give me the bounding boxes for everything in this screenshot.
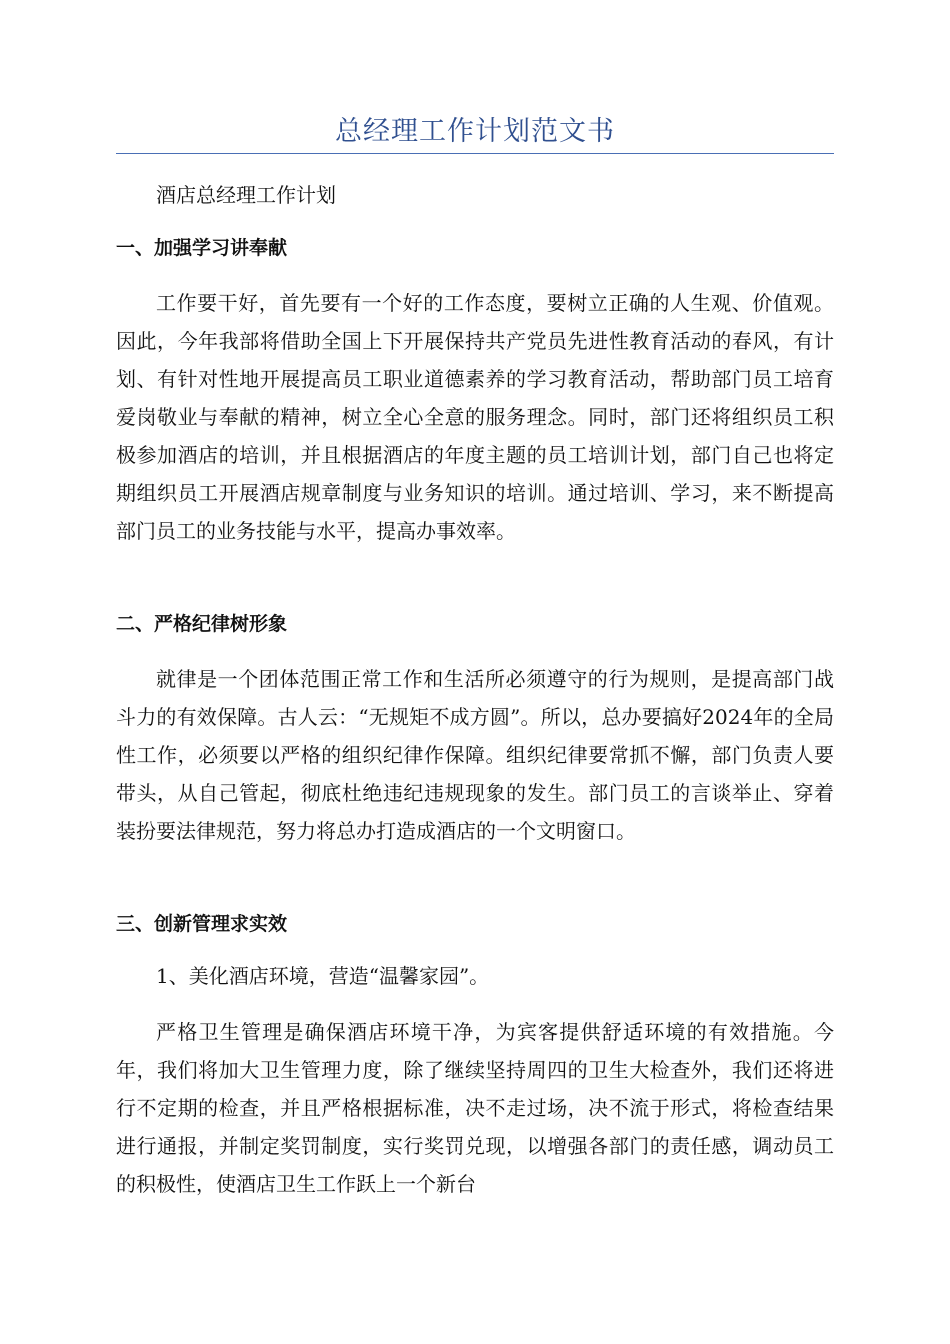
section-3-paragraph: 严格卫生管理是确保酒店环境干净，为宾客提供舒适环境的有效措施。今年，我们将加大卫生管理力度，除了继续坚持周四的卫生大检查外，我们还将进行不定期的检查，并且严格根据标准，决不走过场，决不流于形式，将检查结果进行通报，并制定奖罚制度，实行奖罚兑现，以增强各部门的责任感，调动员工的积极性，使酒店卫生工作跃上一个新台 <box>116 1020 834 1196</box>
document-title: 总经理工作计划范文书 <box>335 116 615 147</box>
section-1-heading-block <box>116 229 834 267</box>
section-2-heading: 二、严格纪律树形象 <box>116 613 288 635</box>
section-3-heading-block <box>116 905 834 943</box>
section-3-item-1: 1、美化酒店环境，营造“温馨家园”。 <box>156 964 490 988</box>
section-2-paragraph: 就律是一个团体范围正常工作和生活所必须遵守的行为规则，是提高部门战斗力的有效保障。古人云：“无规矩不成方圆”。所以，总办要搞好2024年的全局性工作，必须要以严格的组织纪律作保障。组织纪律要常抓不懈，部门负责人要带头，从自己管起，彻底杜绝违纪违规现象的发生。部门员工的言谈举止、穿着装扮要法律规范，努力将总办打造成酒店的一个文明窗口。 <box>116 667 834 843</box>
section-3-heading: 三、创新管理求实效 <box>116 913 288 935</box>
section-3-body <box>116 1013 834 1203</box>
document-subtitle: 酒店总经理工作计划 <box>156 183 336 207</box>
section-3-item-block <box>116 957 834 995</box>
subtitle-block <box>116 176 834 214</box>
section-2-body <box>116 660 834 850</box>
section-1-paragraph: 工作要干好，首先要有一个好的工作态度，要树立正确的人生观、价值观。因此，今年我部将借助全国上下开展保持共产党员先进性教育活动的春风，有计划、有针对性地开展提高员工职业道德素养的学习教育活动，帮助部门员工培育爱岗敬业与奉献的精神，树立全心全意的服务理念。同时，部门还将组织员工积极参加酒店的培训，并且根据酒店的年度主题的员工培训计划，部门自己也将定期组织员工开展酒店规章制度与业务知识的培训。通过培训、学习，来不断提高部门员工的业务技能与水平，提高办事效率。 <box>116 291 834 543</box>
section-1-body <box>116 284 834 550</box>
section-1-heading: 一、加强学习讲奉献 <box>116 237 288 259</box>
section-2-heading-block <box>116 605 834 643</box>
title-underline <box>116 153 834 154</box>
